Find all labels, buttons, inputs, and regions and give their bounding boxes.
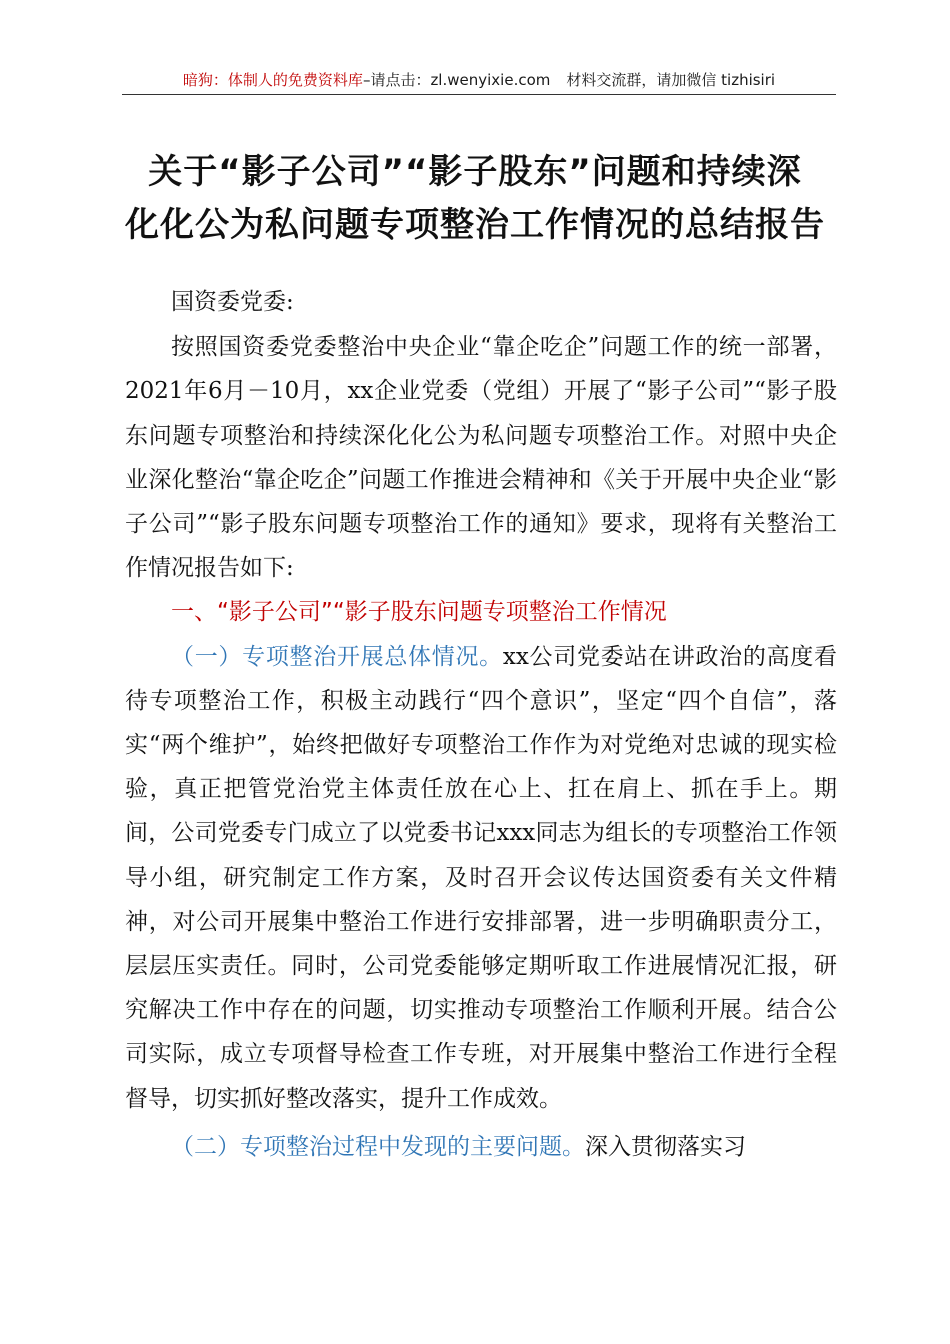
document-body (125, 280, 837, 1169)
salutation: 国资委党委: (171, 289, 294, 315)
subsection-1-paragraph (125, 635, 837, 1121)
header-link-text[interactable]: –请点击：zl.wenyixie.com (362, 71, 551, 89)
document-title (100, 146, 850, 252)
header-divider (122, 94, 836, 95)
header-contact-text: 材料交流群，请加微信 tizhisiri (566, 71, 776, 89)
subsection-2-heading: （二）专项整治过程中发现的主要问题。 (171, 1133, 585, 1160)
header-promo-text: 暗狗：体制人的免费资料库 (182, 71, 363, 89)
subsection-1-heading: （一）专项整治开展总体情况。 (171, 643, 503, 670)
title-line-2: 化化公为私问题专项整治工作情况的总结报告 (125, 205, 825, 245)
subsection-2-body: 深入贯彻落实习 (585, 1133, 746, 1160)
section-1-heading: 一、“影子公司”“影子股东问题专项整治工作情况 (171, 599, 667, 626)
subsection-2-paragraph (125, 1125, 837, 1169)
title-line-1: 关于“影子公司”“影子股东”问题和持续深 (148, 152, 802, 192)
intro-paragraph: 按照国资委党委整治中央企业“靠企吃企”问题工作的统一部署，2021年6月－10月，xx企业党委（党组）开展了“影子公司”“影子股东问题专项整治和持续深化化公为私问题专项整治工作。对照中央企业深化整治“靠企吃企”问题工作推进会精神和《关于开展中央企业“影子公司”“影子股东问题专项整治工作的通知》要求，现将有关整治工作情况报告如下: (125, 334, 837, 582)
subsection-1-body: xx公司党委站在讲政治的高度看待专项整治工作，积极主动践行“四个意识”，坚定“四个自信”，落实“两个维护”，始终把做好专项整治工作作为对党绝对忠诚的现实检验，真正把管党治党主体责任放在心上、扛在肩上、抓在手上。期间，公司党委专门成立了以党委书记xxx同志为组长的专项整治工作领导小组，研究制定工作方案，及时召开会议传达国资委有关文件精神，对公司开展集中整治工作进行安排部署，进一步明确职责分工，层层压实责任。同时，公司党委能够定期听取工作进展情况汇报，研究解决工作中存在的问题，切实推动专项整治工作顺利开展。结合公司实际，成立专项督导检查工作专班，对开展集中整治工作进行全程督导，切实抓好整改落实，提升工作成效。 (125, 643, 838, 1112)
page-header (122, 70, 836, 90)
